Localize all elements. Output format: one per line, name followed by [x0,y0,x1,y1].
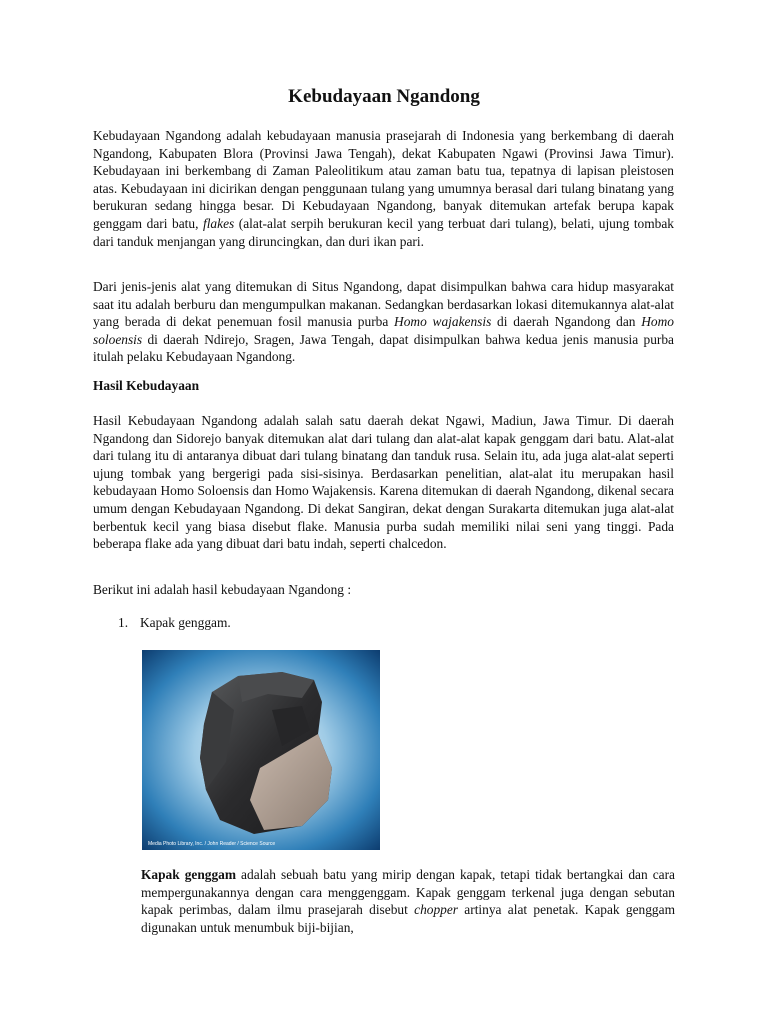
paragraph-conclusion-text-b: di daerah Ngandong dan [491,314,642,330]
paragraph-intro [93,127,674,250]
list-label: Kapak genggam. [140,615,231,630]
term-homo-wajakensis: Homo wajakensis [394,314,492,330]
section-heading-hasil: Hasil Kebudayaan [93,378,200,393]
paragraph-kapak-text-b: artinya alat penetak. Kapak genggam digunakan untuk menumbuk biji-bijian, [141,902,675,935]
document-title: Kebudayaan Ngandong [288,86,480,107]
paragraph-kapak-genggam [141,866,675,936]
paragraph-list-intro: Berikut ini adalah hasil kebudayaan Ngandong : [93,582,352,597]
paragraph-intro-text-a: Kebudayaan Ngandong adalah kebudayaan manusia prasejarah di Indonesia yang berkembang di daerah Ngandong, Kabupaten Blora (Provinsi Jawa Tengah), dekat Kabupaten Ngawi (Provinsi Jawa Timur). Kebudayaan ini berkembang di Zaman Paleolitikum atau zaman batu tua, tepatnya di lapisan pleistosen atas. Kebudayaan ini dicirikan dengan penggunaan tulang yang umumnya berasal dari tulang binatang yang berukuran sedang hingga besar. Di Kebudayaan Ngandong, banyak ditemukan artefak berupa kapak genggam dari batu, [93,128,674,231]
term-chopper: chopper [414,902,459,918]
list-number: 1. [118,615,129,630]
paragraph-conclusion [93,278,674,366]
paragraph-intro-text-b: (alat-alat serpih berukuran kecil yang terbuat dari tulang), belati, ujung tombak dari tanduk menjangan yang diruncingkan, dan duri ikan pari. [93,215,674,249]
paragraph-kapak-text-a: adalah sebuah batu yang mirip dengan kapak, tetapi tidak bertangkai dan cara mempergunakannya dengan cara menggenggam. Kapak genggam terkenal juga dengan sebutan kapak perimbas, dalam ilmu prasejarah disebut [141,867,675,918]
term-flakes: flakes [202,215,235,231]
kapak-genggam-photo [142,650,380,850]
paragraph-conclusion-text-a: Dari jenis-jenis alat yang ditemukan di Situs Ngandong, dapat disimpulkan bahwa cara hidup masyarakat saat itu adalah berburu dan mengumpulkan makanan. Sedangkan berdasarkan lokasi ditemukannya alat-alat yang berada di dekat penemuan fosil manusia purba [93,279,674,330]
term-kapak-genggam: Kapak genggam [141,867,237,882]
paragraph-hasil: Hasil Kebudayaan Ngandong adalah salah satu daerah dekat Ngawi, Madiun, Jawa Timur. Di daerah Ngandong dan Sidorejo banyak ditemukan alat dari tulang dan alat-alat kapak genggam dari batu. Alat-alat dari tulang itu di antaranya dibuat dari tulang binatang dan tanduk rusa. Selain itu, ada juga alat-alat seperti ujung tombak yang bergerigi pada sisi-sisinya. Berdasarkan penelitian, alat-alat itu merupakan hasil kebudayaan Homo Soloensis dan Homo Wajakensis. Karena ditemukan di daerah Ngandong, dikenal secara umum dengan Kebudayaan Ngandong. Di dekat Sangiran, dekat dengan Surakarta ditemukan juga alat-alat berbentuk kecil yang biasa disebut flake. Manusia purba sudah memiliki nilai seni yang tinggi. Pada beberapa flake ada yang dibuat dari batu indah, seperti chalcedon. [93,413,674,552]
list-item-kapak-genggam [118,615,231,631]
photo-credit: Media Photo Library, Inc. / John Reader / Science Source [148,841,276,847]
paragraph-conclusion-text-c: di daerah Ndirejo, Sragen, Jawa Tengah, dapat disimpulkan bahwa kedua jenis manusia purba itulah pelaku Kebudayaan Ngandong. [93,331,674,365]
term-homo-soloensis: Homo soloensis [93,314,674,347]
